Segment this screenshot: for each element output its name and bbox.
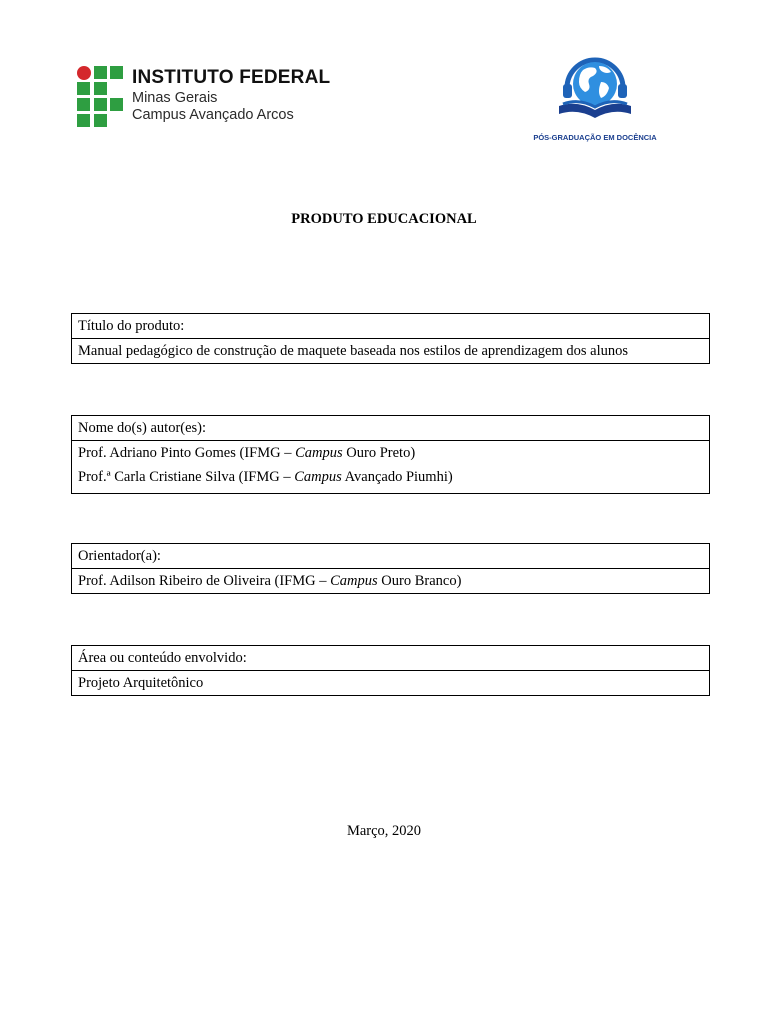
institute-logo-campus: Campus Avançado Arcos bbox=[132, 107, 294, 123]
document-title: PRODUTO EDUCACIONAL bbox=[291, 211, 477, 227]
authors-box bbox=[71, 415, 710, 494]
author-1-text-b: Ouro Preto) bbox=[342, 445, 416, 461]
advisor-text-a: Prof. Adilson Ribeiro de Oliveira (IFMG – bbox=[78, 573, 331, 589]
advisor-campus: Campus bbox=[330, 573, 378, 589]
document-date: Março, 2020 bbox=[346, 823, 422, 839]
advisor-text-b: Ouro Branco) bbox=[377, 573, 462, 589]
program-logo bbox=[520, 48, 670, 148]
author-1-text-a: Prof. Adriano Pinto Gomes (IFMG – bbox=[78, 445, 296, 461]
advisor-label: Orientador(a): bbox=[72, 544, 709, 569]
product-title-label: Título do produto: bbox=[72, 314, 709, 339]
globe-book-icon bbox=[553, 48, 637, 124]
author-1-campus: Campus bbox=[295, 445, 343, 461]
institute-logo bbox=[77, 66, 331, 130]
advisor-box bbox=[71, 543, 710, 594]
institute-logo-state: Minas Gerais bbox=[132, 90, 218, 106]
author-1 bbox=[72, 441, 709, 465]
program-logo-caption: PÓS-GRADUAÇÃO EM DOCÊNCIA bbox=[533, 133, 657, 142]
area-value: Projeto Arquitetônico bbox=[78, 675, 204, 691]
institute-logo-text bbox=[132, 66, 330, 124]
authors-label: Nome do(s) autor(es): bbox=[72, 416, 709, 441]
institute-logo-title: INSTITUTO FEDERAL bbox=[132, 67, 331, 88]
product-title-box bbox=[71, 313, 710, 364]
author-2-text-b: Avançado Piumhi) bbox=[341, 469, 453, 485]
author-2-text-a: Prof.ª Carla Cristiane Silva (IFMG – bbox=[78, 469, 295, 485]
area-label: Área ou conteúdo envolvido: bbox=[72, 646, 709, 671]
advisor-value bbox=[72, 569, 709, 593]
product-title-value: Manual pedagógico de construção de maquete baseada nos estilos de aprendizagem dos alunos bbox=[78, 343, 629, 359]
institute-logo-grid-icon bbox=[77, 66, 123, 128]
author-2-campus: Campus bbox=[294, 469, 342, 485]
area-box bbox=[71, 645, 710, 696]
author-2 bbox=[72, 465, 709, 493]
